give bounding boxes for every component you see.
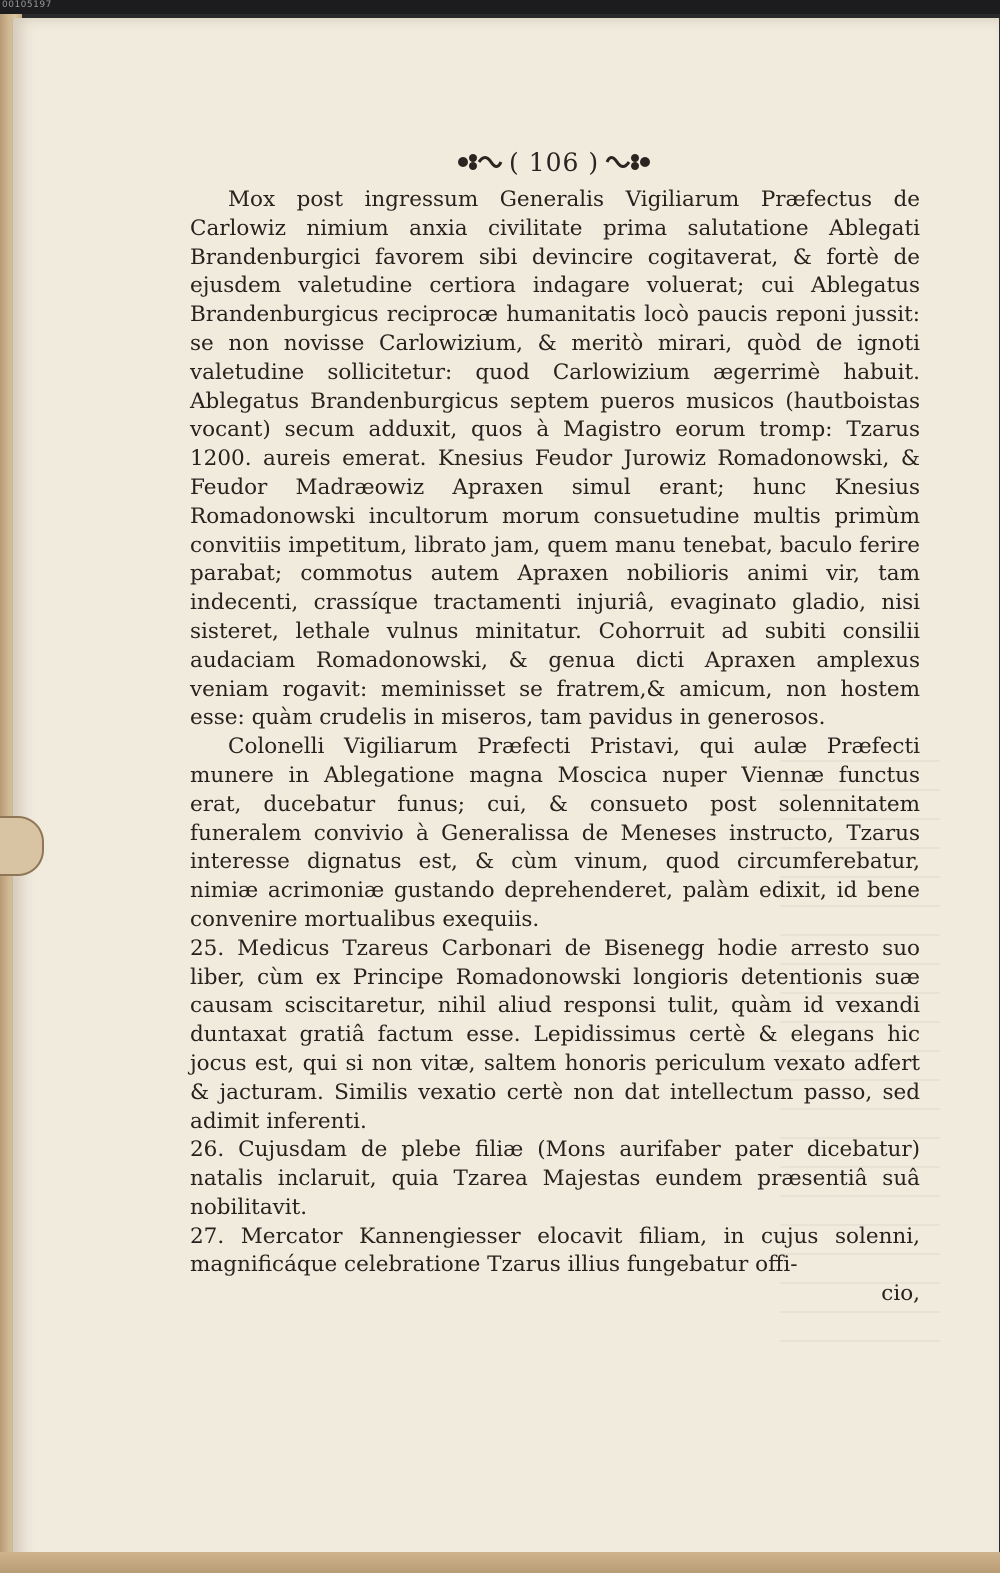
right-ornament-icon: [605, 150, 653, 174]
scan-id: 00105197: [2, 0, 52, 10]
page-header: [455, 142, 653, 182]
page-tab-marker: [0, 816, 44, 876]
left-ornament-icon: [455, 150, 503, 174]
paragraph: 27. Mercator Kannengiesser elocavit filiam, in cujus solenni, magnificáque celebratione Tzarus illius fungebatur offi-: [190, 1223, 920, 1278]
page-number: ( 106 ): [509, 147, 600, 177]
paragraph: 26. Cujusdam de plebe filiæ (Mons aurifaber pater dicebatur) natalis inclaruit, quia Tzarea Majestas eundem præsentiâ suâ nobilitavit.: [190, 1137, 920, 1220]
paragraph: Mox post ingressum Generalis Vigiliarum Præfectus de Carlowiz nimium anxia civilitate prima salutatione Ablegati Brandenburgici favorem sibi devincire cogitaverat, & fortè de ejusdem valetudine certiora indagare voluerat; cui Ablegatus Brandenburgicus reciprocæ humanitatis locò paucis reponi jussit: se non novisse Carlowizium, & meritò mirari, quòd de ignoti valetudine sollicitetur: quod Carlowizium ægerrimè habuit. Ablegatus Brandenburgicus septem pueros musicos (hautboistas vocant) secum adduxit, quos à Magistro eorum tromp: Tzarus 1200. aureis emerat. Knesius Feudor Jurowiz Romadonowski, & Feudor Madræowiz Apraxen simul erant; hunc Knesius Romadonowski incultorum morum consuetudine multis primùm convitiis impetitum, librato jam, quem manu tenebat, baculo ferire parabat; commotus autem Apraxen nobilioris animi vir, tam indecenti, crassíque tractamenti injuriâ, evaginato gladio, nisi sisteret, lethale vulnus minitatur. Cohorruit ad subiti consilii audaciam Romadonowski, & genua dicti Apraxen amplexus veniam rogavit: meminisset se fratrem,& amicum, non hostem esse: quàm crudelis in miseros, tam pavidus in generosos.: [190, 187, 920, 731]
paragraph: 25. Medicus Tzareus Carbonari de Bisenegg hodie arresto suo liber, cùm ex Principe Romadonowski longioris detentionis suæ causam sciscitaretur, nihil aliud responsi tulit, quàm id vexandi duntaxat gratiâ factum esse. Lepidissimus certè & elegans hic jocus est, qui si non vitæ, saltem honoris periculum vexato adfert & jacturam. Similis vexatio certè non dat intellectum passo, sed adimit inferenti.: [190, 935, 920, 1134]
catchword: cio,: [881, 1281, 920, 1307]
paragraph: Colonelli Vigiliarum Præfecti Pristavi, qui aulæ Præfecti munere in Ablegatione magna Moscica nuper Viennæ functus erat, ducebatur funus; cui, & consueto post solennitatem funeralem convivio à Generalissa de Meneses instructo, Tzarus interesse dignatus est, & cùm vinum, quod circumferebatur, nimiæ acrimoniæ gustando deprehenderet, palàm edixit, id bene convenire mortualibus exequiis.: [190, 734, 920, 932]
page-body-text: [190, 186, 920, 1309]
page-bottom-edge: [0, 1552, 1000, 1573]
scan-top-bar: [0, 0, 1000, 14]
